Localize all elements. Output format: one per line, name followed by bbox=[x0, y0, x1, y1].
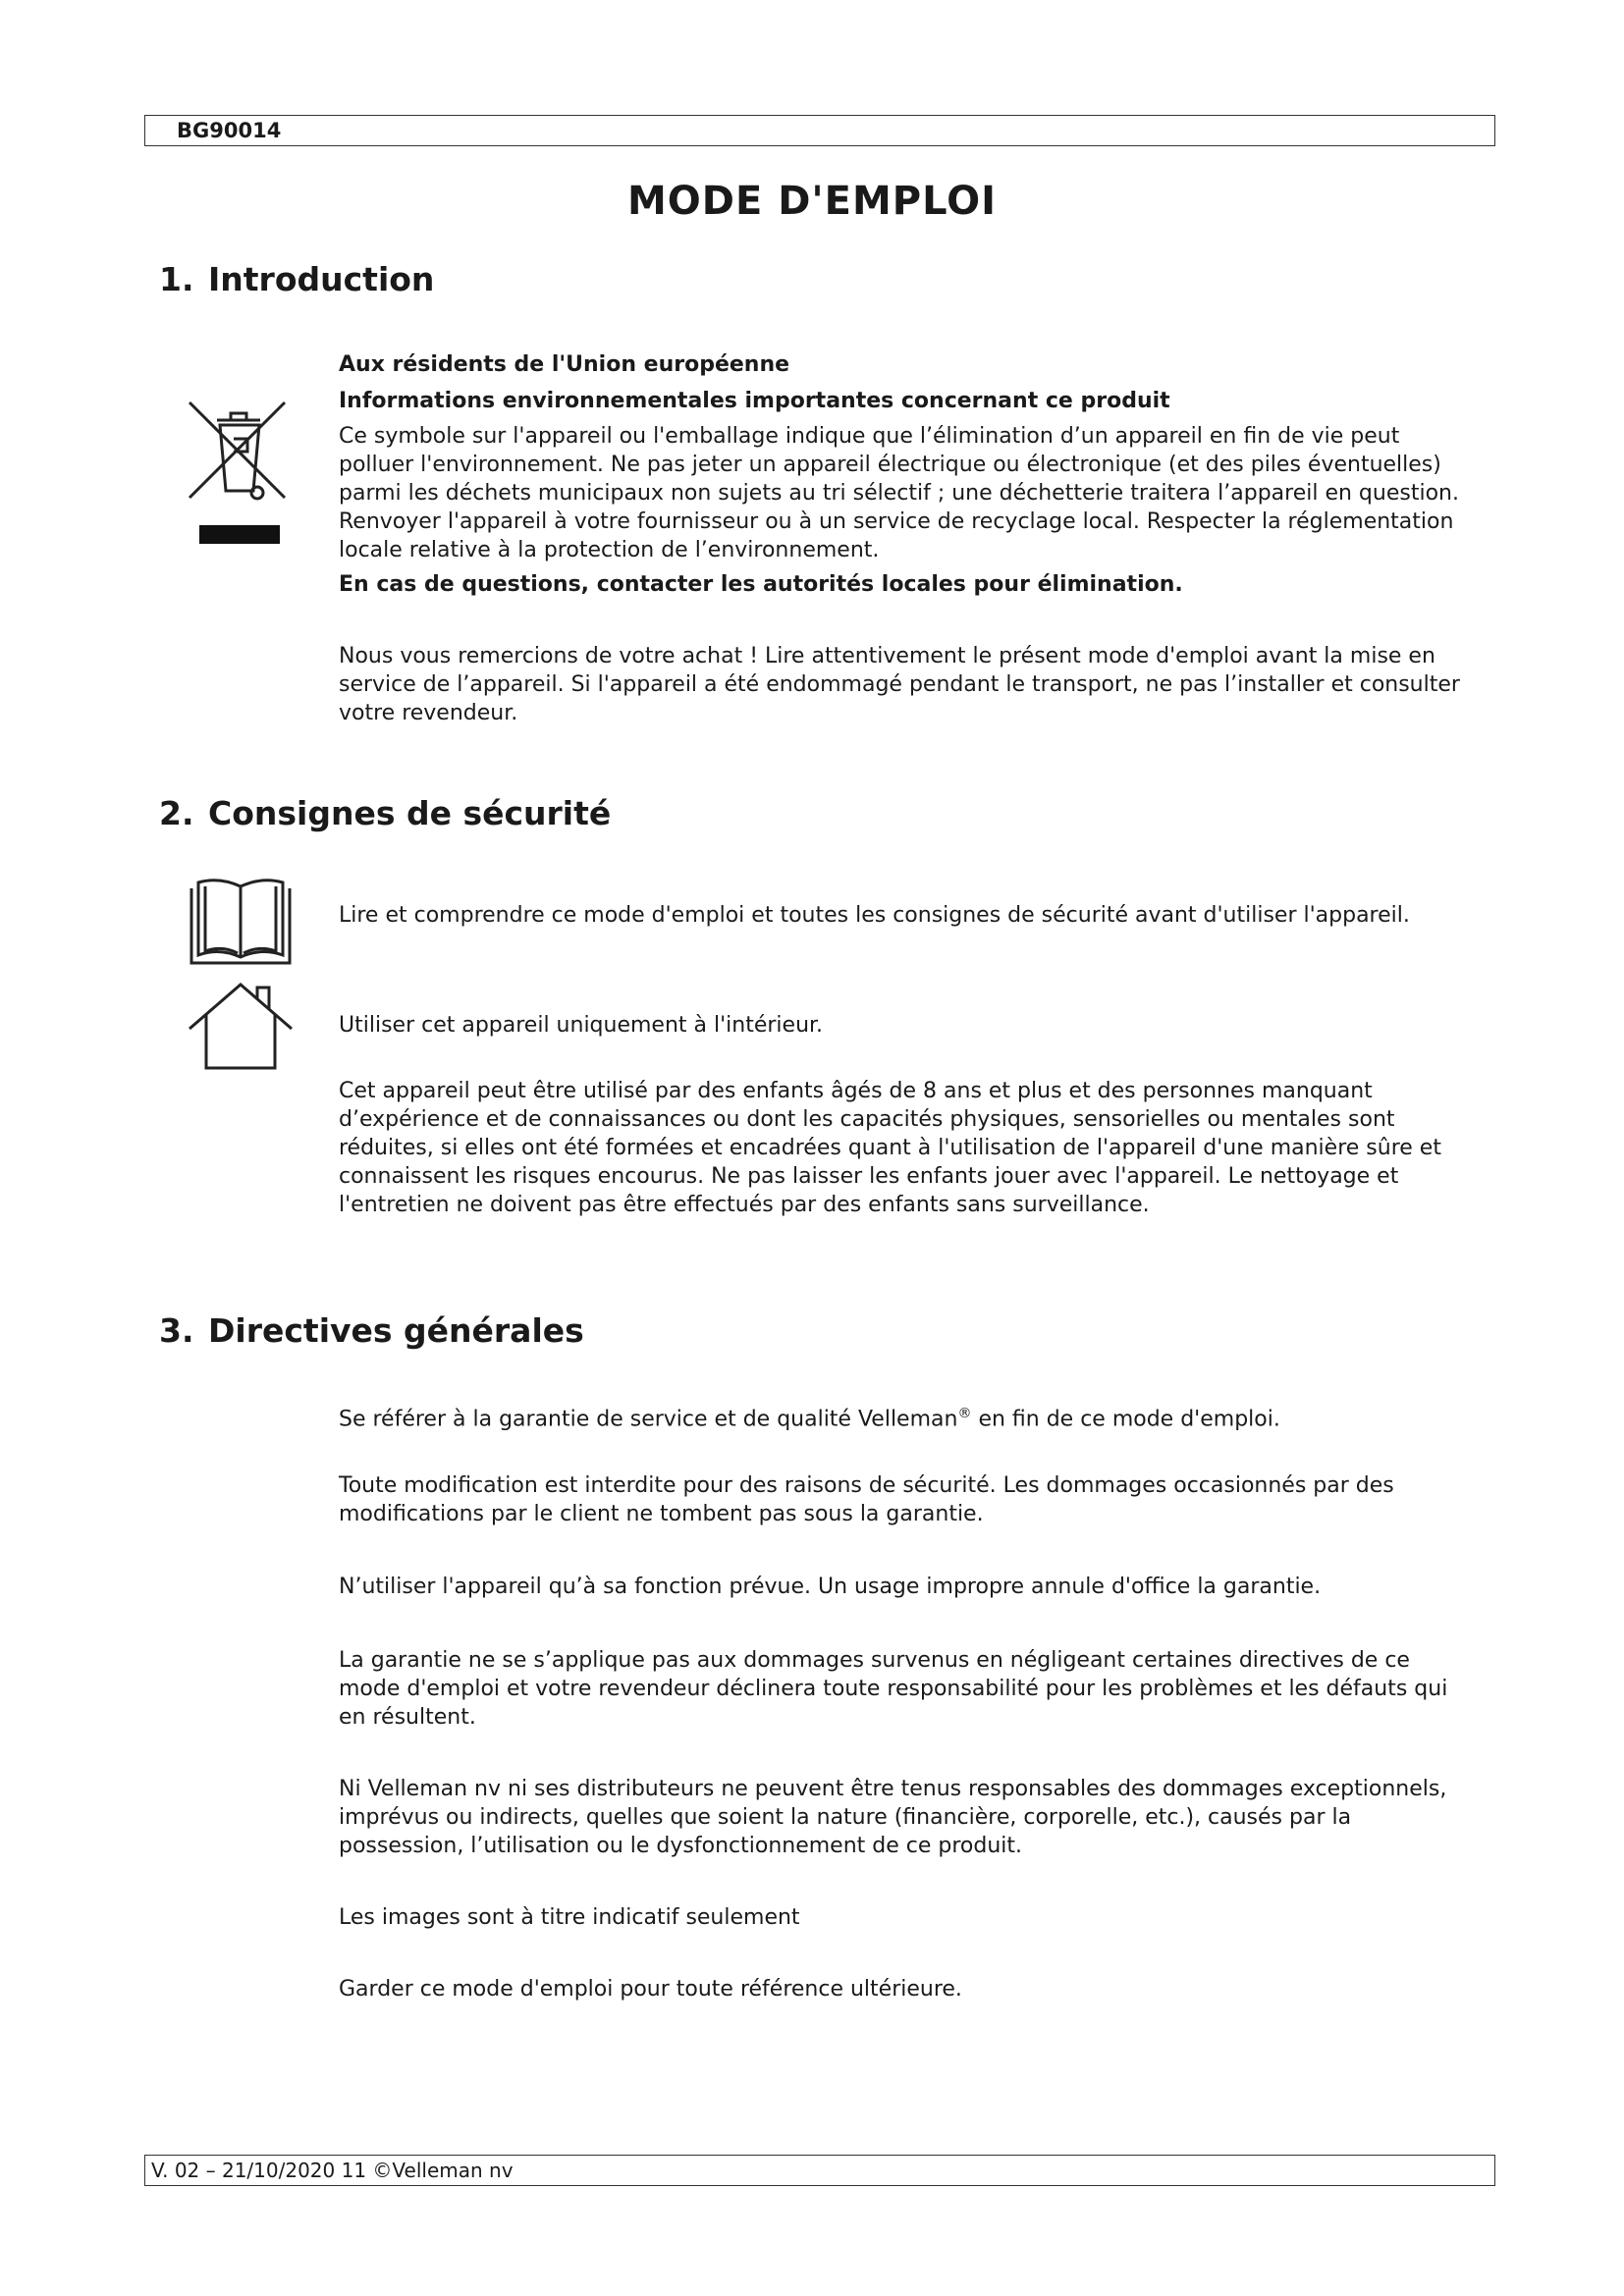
weee-paragraph: Ce symbole sur l'appareil ou l'emballage indique que l’élimination d’un appareil en fin de vie peut polluer l'environnement. Ne pas jeter un appareil électrique ou électronique (et des piles éventuelles) parmi les déchets municipaux non sujets au tri sélectif ; une déchetterie traitera l’appareil en question. Renvoyer l'appareil à votre fournisseur ou à un service de recyclage local. Respecter la réglementation locale relative à la protection de l’environnement. bbox=[339, 424, 1459, 562]
section-title: Directives générales bbox=[208, 1311, 584, 1350]
weee-crossed-bin-icon bbox=[185, 398, 293, 550]
document-header bbox=[144, 115, 1495, 146]
registered-mark: ® bbox=[957, 1406, 972, 1421]
children-paragraph: Cet appareil peut être utilisé par des enfants âgés de 8 ans et plus et des personnes manquant d’expérience et de connaissances ou dont les capacités physiques, sensorielles ou mentales sont réduites, si elles ont été formées et encadrées quant à l'utilisation de l'appareil d'une manière sûre et connaissent les risques encourus. Ne pas laisser les enfants jouer avec l'appareil. Le nettoyage et l'entretien ne doivent pas être effectués par des enfants sans surveillance. bbox=[339, 1079, 1441, 1217]
liability-paragraph: Ni Velleman nv ni ses distributeurs ne peuvent être tenus responsables des dommages exceptionnels, imprévus ou indirects, quelles que soient la nature (financière, corporelle, etc.), causés par la possession, l’utilisation ou le dysfonctionnement de ce produit. bbox=[339, 1777, 1447, 1858]
keep-manual-paragraph: Garder ce mode d'emploi pour toute référence ultérieure. bbox=[339, 1977, 962, 2002]
document-footer bbox=[144, 2155, 1495, 2186]
modification-paragraph: Toute modification est interdite pour des raisons de sécurité. Les dommages occasionnés par des modifications par le client ne tombent pas sous la garantie. bbox=[339, 1473, 1394, 1526]
warranty-reference-text-end: en fin de ce mode d'emploi. bbox=[971, 1407, 1280, 1432]
section-heading-introduction bbox=[159, 260, 434, 298]
indoor-house-icon bbox=[187, 980, 295, 1073]
section-heading-safety bbox=[159, 794, 611, 832]
images-paragraph: Les images sont à titre indicatif seulement bbox=[339, 1905, 800, 1930]
env-info-heading: Informations environnementales importantes concernant ce produit bbox=[339, 389, 1170, 413]
section-heading-general bbox=[159, 1311, 584, 1350]
intended-use-paragraph: N’utiliser l'appareil qu’à sa fonction prévue. Un usage impropre annule d'office la garantie. bbox=[339, 1575, 1322, 1599]
thanks-paragraph: Nous vous remercions de votre achat ! Lire attentivement le présent mode d'emploi avant la mise en service de l’appareil. Si l'appareil a été endommagé pendant le transport, ne pas l’installer et consulter votre revendeur. bbox=[339, 644, 1460, 725]
section-title: Introduction bbox=[208, 260, 435, 298]
open-book-icon bbox=[187, 877, 295, 970]
section-number: 2. bbox=[159, 794, 194, 832]
page-title: MODE D'EMPLOI bbox=[626, 179, 998, 224]
footer-text: V. 02 – 21/10/2020 11 ©Velleman nv bbox=[151, 2159, 514, 2182]
contact-paragraph: En cas de questions, contacter les autorités locales pour élimination. bbox=[339, 572, 1183, 597]
read-manual-paragraph: Lire et comprendre ce mode d'emploi et toutes les consignes de sécurité avant d'utiliser l'appareil. bbox=[339, 903, 1410, 928]
warranty-void-paragraph: La garantie ne se s’applique pas aux dommages survenus en négligeant certaines directives de ce mode d'emploi et votre revendeur déclinera toute responsabilité pour les problèmes et les défauts qui en résultent. bbox=[339, 1648, 1448, 1730]
section-title: Consignes de sécurité bbox=[208, 794, 612, 832]
product-code: BG90014 bbox=[177, 119, 282, 142]
indoor-use-paragraph: Utiliser cet appareil uniquement à l'intérieur. bbox=[339, 1013, 824, 1038]
section-number: 3. bbox=[159, 1311, 194, 1350]
warranty-reference-paragraph bbox=[339, 1400, 1468, 1433]
warranty-reference-text: Se référer à la garantie de service et de qualité Velleman bbox=[339, 1407, 958, 1432]
section-number: 1. bbox=[159, 260, 194, 298]
eu-residents-heading: Aux résidents de l'Union européenne bbox=[339, 352, 790, 377]
